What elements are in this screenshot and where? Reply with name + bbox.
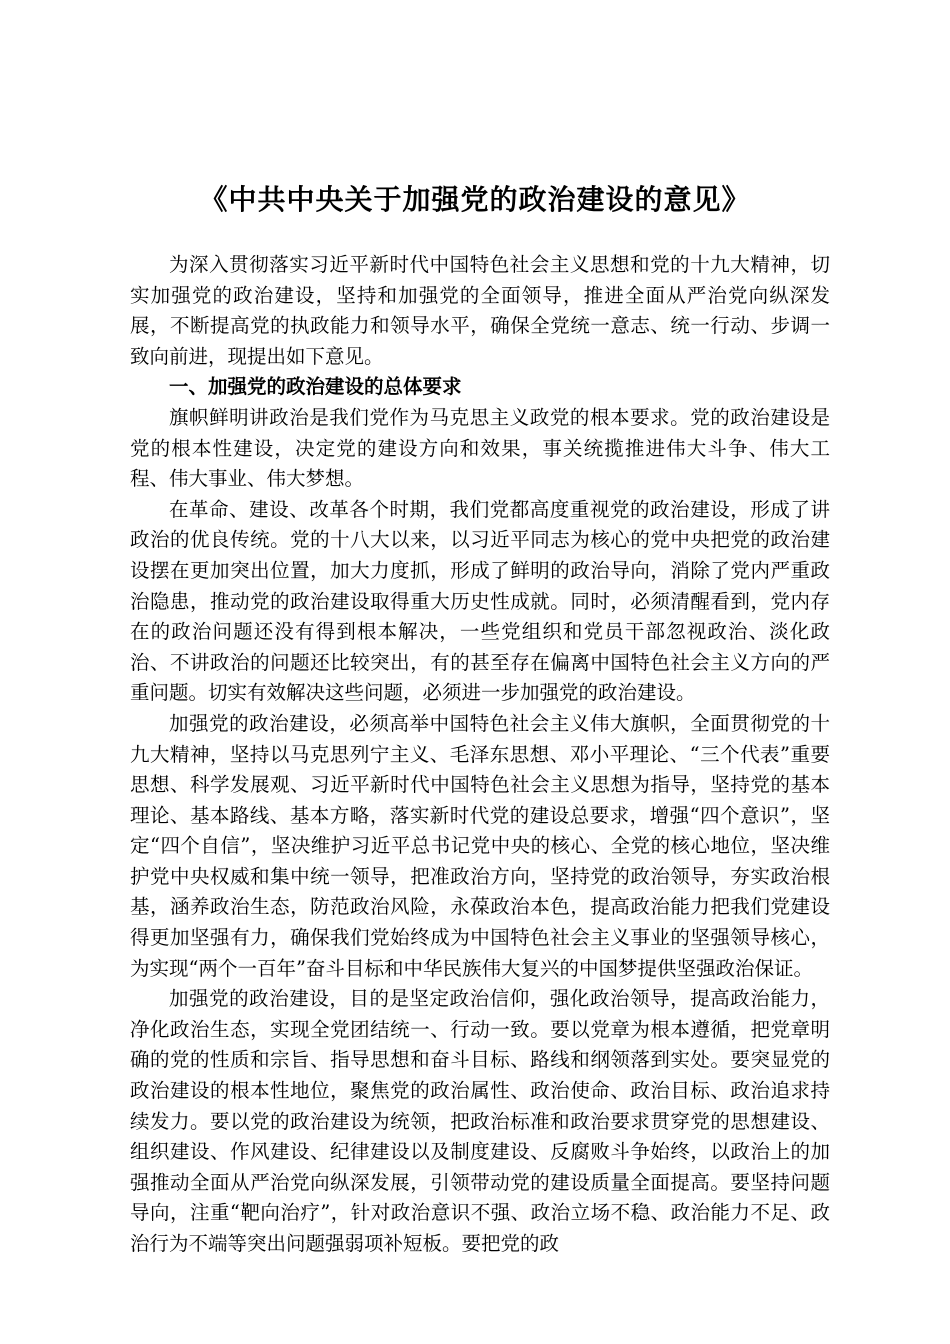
body-paragraph: 旗帜鲜明讲政治是我们党作为马克思主义政党的根本要求。党的政治建设是党的根本性建设，决定党的建设方向和效果，事关统揽推进伟大斗争、伟大工程、伟大事业、伟大梦想。 [130, 405, 830, 491]
body-paragraph: 在革命、建设、改革各个时期，我们党都高度重视党的政治建设，形成了讲政治的优良传统。党的十八大以来，以习近平同志为核心的党中央把党的政治建设摆在更加突出位置，加大力度抓，形成了鲜明的政治导向，消除了党内严重政治隐患，推动党的政治建设取得重大历史性成就。同时，必须清醒看到，党内存在的政治问题还没有得到根本解决，一些党组织和党员干部忽视政治、淡化政治、不讲政治的问题还比较突出，有的甚至存在偏离中国特色社会主义方向的严重问题。切实有效解决这些问题，必须进一步加强党的政治建设。 [130, 497, 830, 705]
document-title: 《中共中央关于加强党的政治建设的意见》 [199, 183, 751, 216]
document-body [130, 250, 830, 1260]
body-paragraph: 加强党的政治建设，目的是坚定政治信仰，强化政治领导，提高政治能力，净化政治生态，实现全党团结统一、行动一致。要以党章为根本遵循，把党章明确的党的性质和宗旨、指导思想和奋斗目标、路线和纲领落到实处。要突显党的政治建设的根本性地位，聚焦党的政治属性、政治使命、政治目标、政治追求持续发力。要以党的政治建设为统领，把政治标准和政治要求贯穿党的思想建设、组织建设、作风建设、纪律建设以及制度建设、反腐败斗争始终，以政治上的加强推动全面从严治党向纵深发展，引领带动党的建设质量全面提高。要坚持问题导向，注重“靶向治疗”，针对政治意识不强、政治立场不稳、政治能力不足、政治行为不端等突出问题强弱项补短板。要把党的政 [130, 987, 830, 1255]
intro-paragraph: 为深入贯彻落实习近平新时代中国特色社会主义思想和党的十九大精神，切实加强党的政治建设，坚持和加强党的全面领导，推进全面从严治党向纵深发展，不断提高党的执政能力和领导水平，确保全党统一意志、统一行动、步调一致向前进，现提出如下意见。 [130, 253, 830, 368]
body-paragraph: 加强党的政治建设，必须高举中国特色社会主义伟大旗帜，全面贯彻党的十九大精神，坚持以马克思列宁主义、毛泽东思想、邓小平理论、“三个代表”重要思想、科学发展观、习近平新时代中国特色社会主义思想为指导，坚持党的基本理论、基本路线、基本方略，落实新时代党的建设总要求，增强“四个意识”，坚定“四个自信”，坚决维护习近平总书记党中央的核心、全党的核心地位，坚决维护党中央权威和集中统一领导，把准政治方向，坚持党的政治领导，夯实政治根基，涵养政治生态，防范政治风险，永葆政治本色，提高政治能力把我们党建设得更加坚强有力，确保我们党始终成为中国特色社会主义事业的坚强领导核心，为实现“两个一百年”奋斗目标和中华民族伟大复兴的中国梦提供坚强政治保证。 [130, 711, 830, 980]
section-heading: 一、加强党的政治建设的总体要求 [169, 375, 462, 399]
